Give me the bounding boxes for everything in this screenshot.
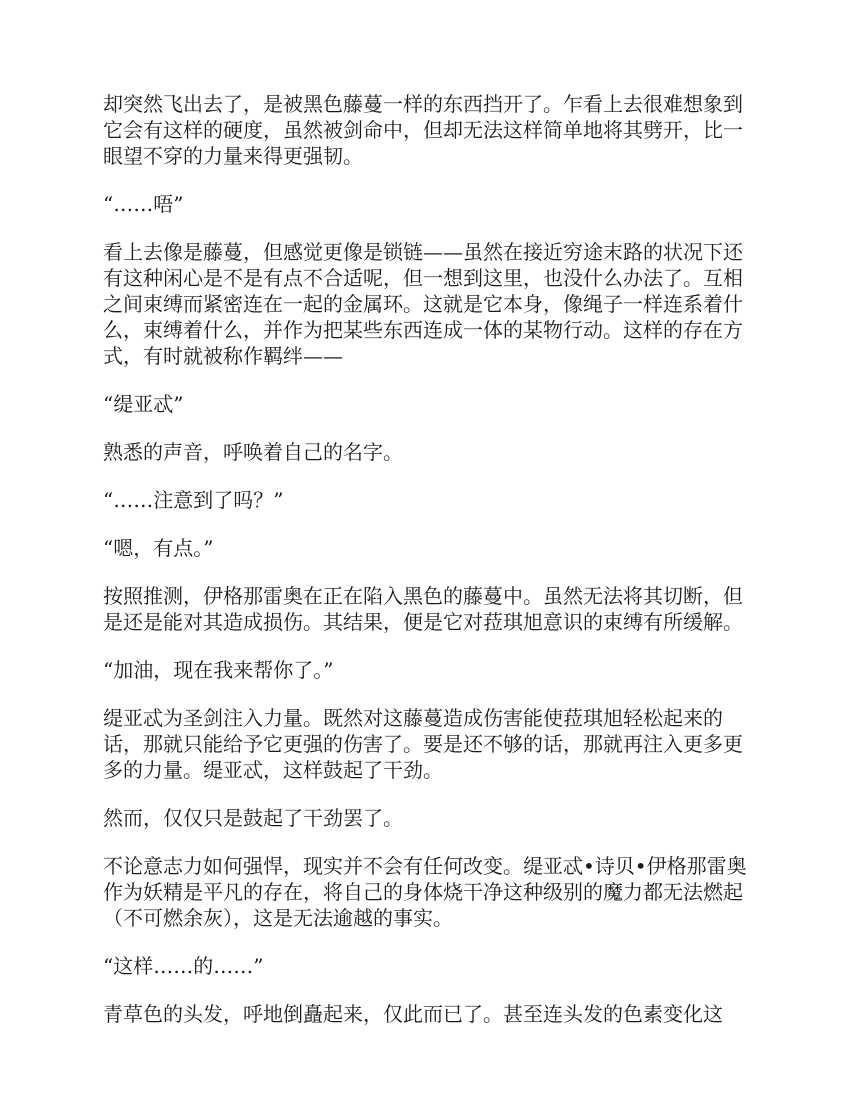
paragraph: “……注意到了吗？” [103,488,284,512]
paragraph: 缇亚忒为圣剑注入力量。既然对这藤蔓造成伤害能使菈琪旭轻松起来的话，那就只能给予它更强的伤害了。要是还不够的话，那就再注入更多更多的力量。缇亚忒，这样鼓起了干劲。 [103,706,743,782]
paragraph: “缇亚忒” [103,392,184,416]
paragraph: 青草色的头发，呼地倒矗起来，仅此而已了。甚至连头发的色素变化这 [103,1002,723,1026]
paragraph: 然而，仅仅只是鼓起了干劲罢了。 [103,806,403,830]
paragraph: “嗯，有点。” [103,536,214,560]
paragraph: 按照推测，伊格那雷奥在正在陷入黑色的藤蔓中。虽然无法将其切断，但是还是能对其造成损伤。其结果，便是它对菈琪旭意识的束缚有所缓解。 [103,584,743,634]
paragraph: 看上去像是藤蔓，但感觉更像是锁链——虽然在接近穷途末路的状况下还有这种闲心是不是有点不合适呢，但一想到这里，也没什么办法了。互相之间束缚而紧密连在一起的金属环。这就是它本身，像绳子一样连系着什么，束缚着什么，并作为把某些东西连成一体的某物行动。这样的存在方式，有时就被称作羁绊—— [103,240,743,368]
paragraph: 不论意志力如何强悍，现实并不会有任何改变。缇亚忒•诗贝•伊格那雷奥作为妖精是平凡的存在，将自己的身体烧干净这种级别的魔力都无法燃起（不可燃余灰），这是无法逾越的事实。 [103,854,747,930]
paragraph: “这样……的……” [103,954,264,978]
paragraph: 却突然飞出去了，是被黑色藤蔓一样的东西挡开了。乍看上去很难想象到它会有这样的硬度，虽然被剑命中，但却无法这样简单地将其劈开，比一眼望不穿的力量来得更强韧。 [103,92,743,168]
paragraph: “加油，现在我来帮你了。” [103,658,334,682]
document-body [103,91,748,1049]
paragraph: 熟悉的声音，呼唤着自己的名字。 [103,440,403,464]
paragraph: “……唔” [103,192,184,216]
